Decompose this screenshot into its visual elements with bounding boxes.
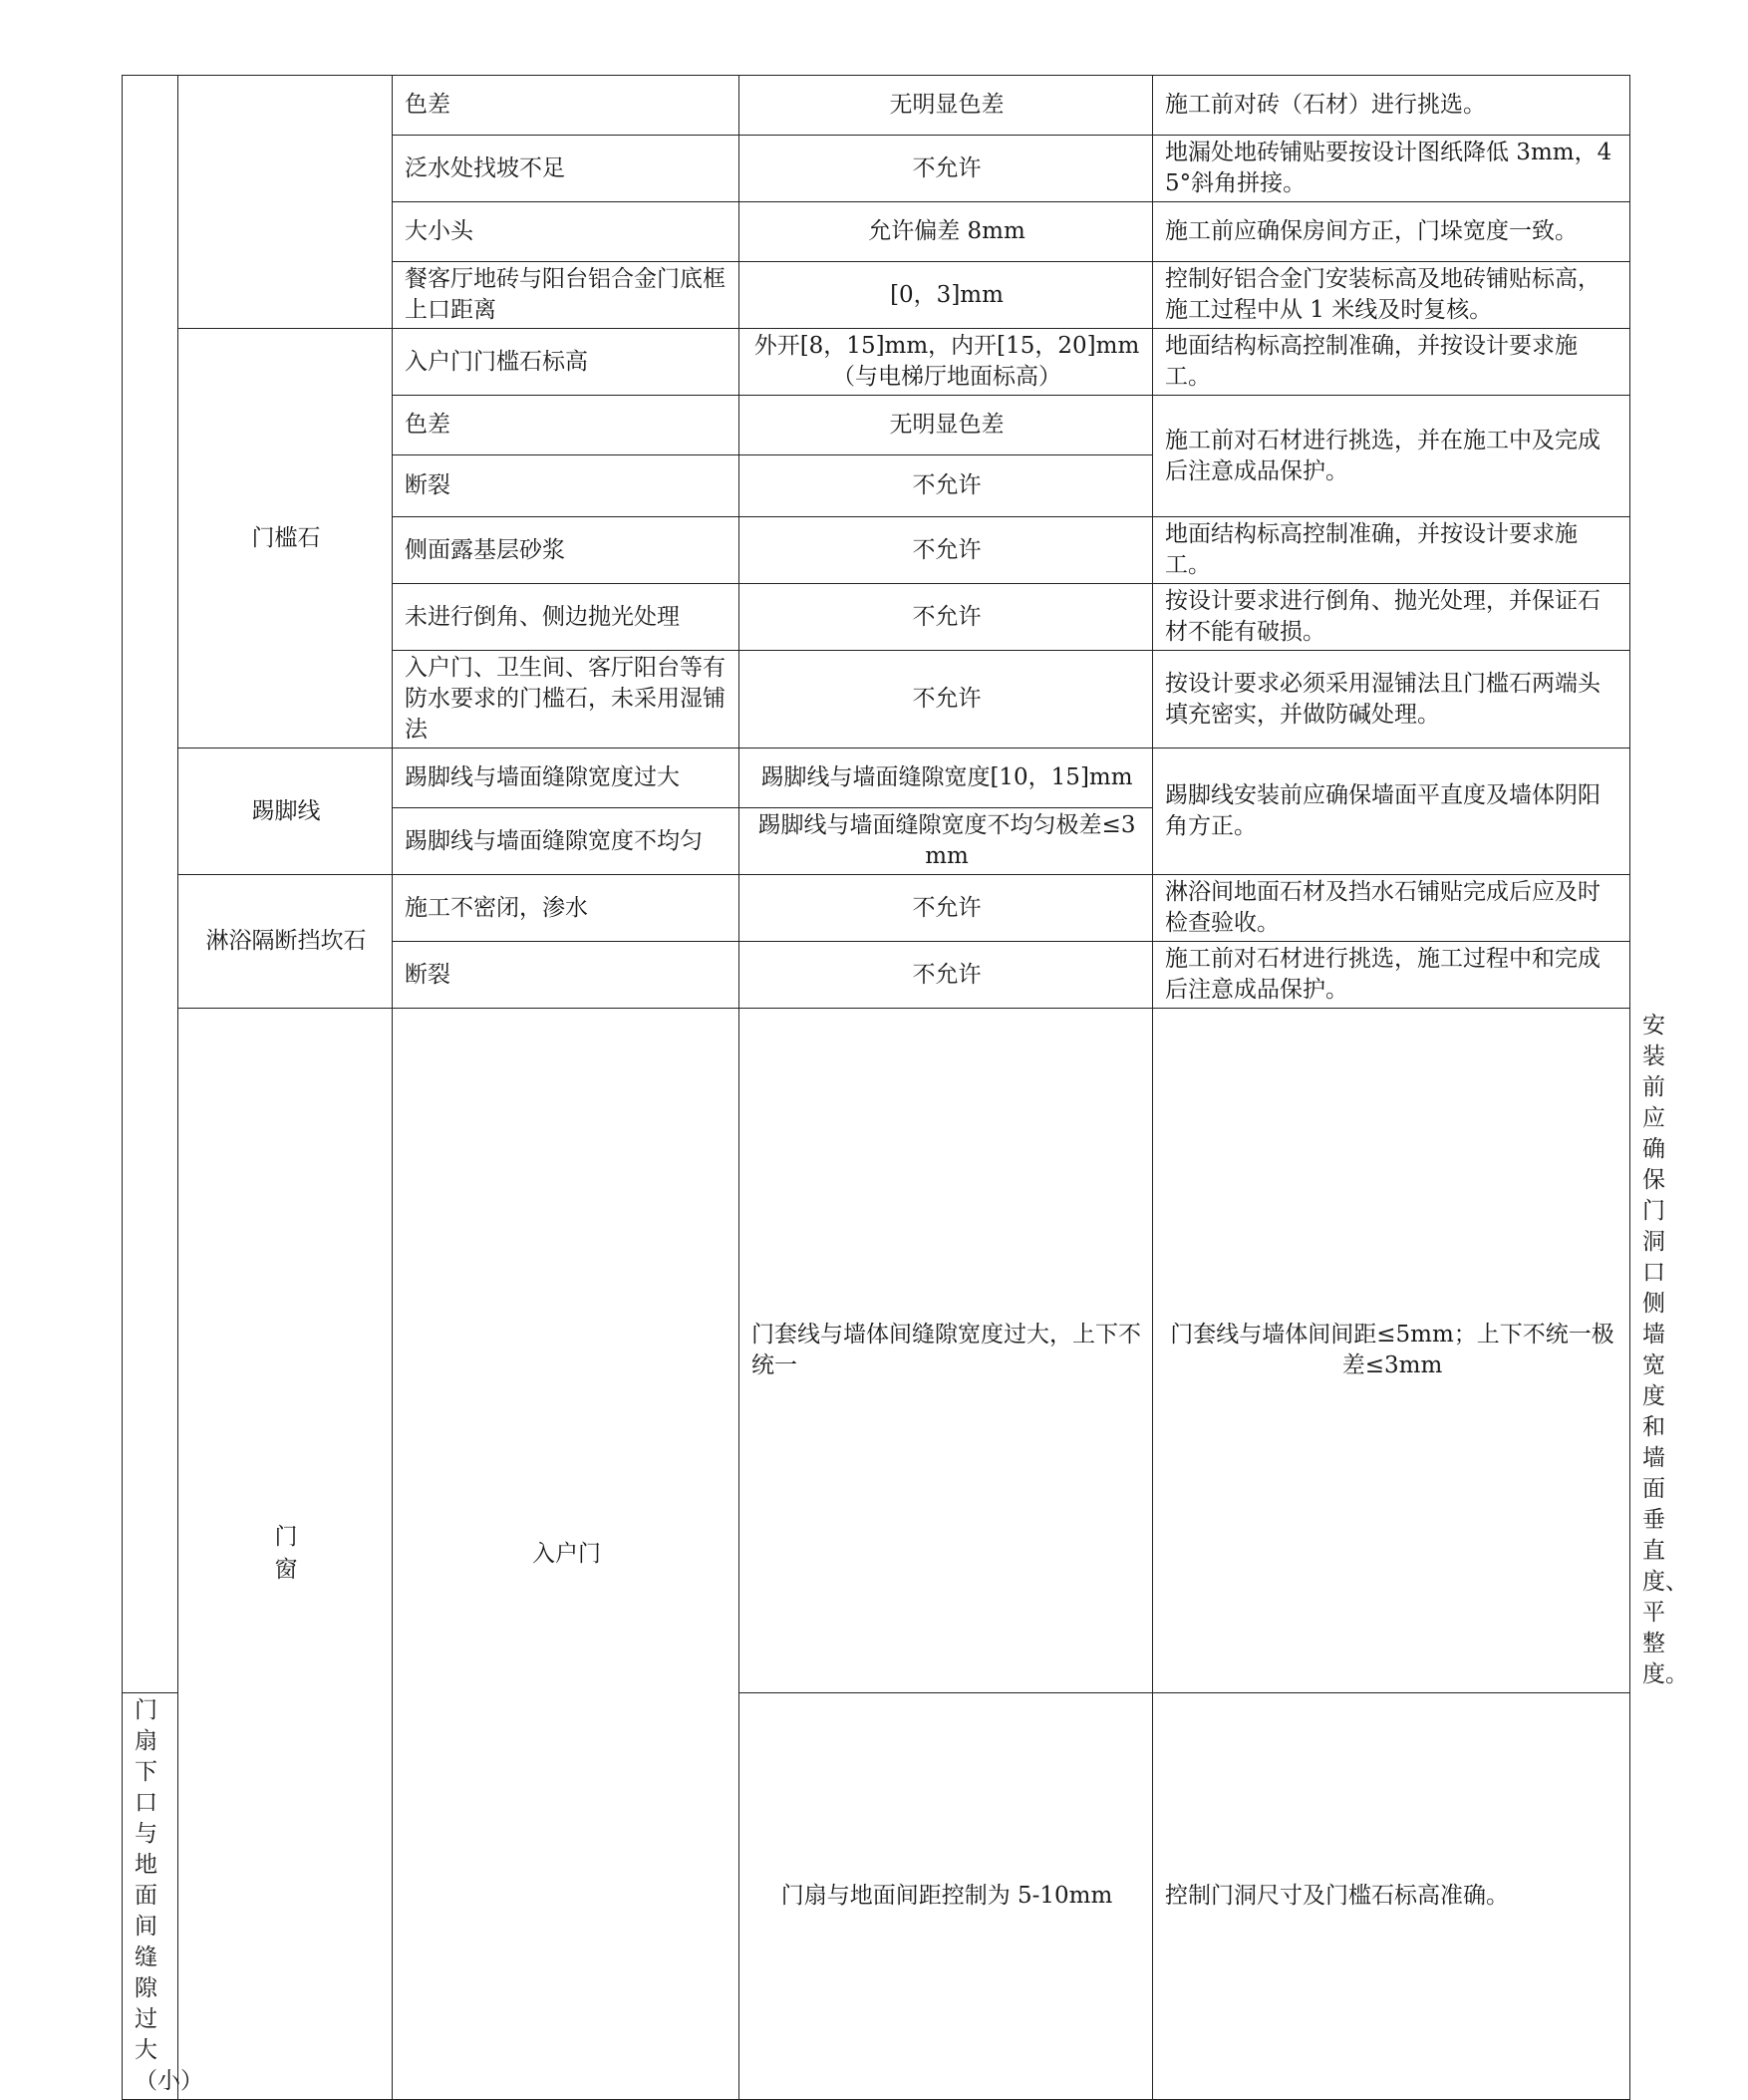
category-cell — [123, 76, 178, 1693]
standard-cell: 允许偏差 8mm — [739, 202, 1153, 262]
standard-cell: 不允许 — [739, 942, 1153, 1009]
item-cell: 门套线与墙体间缝隙宽度过大，上下不统一 — [739, 1009, 1153, 1693]
subcategory-cell: 入户门 — [393, 1009, 739, 2100]
measure-cell: 地漏处地砖铺贴要按设计图纸降低 3mm，45°斜角拼接。 — [1153, 136, 1630, 202]
standard-cell: 不允许 — [739, 875, 1153, 942]
table-row — [123, 875, 1630, 942]
standard-cell: 不允许 — [739, 517, 1153, 584]
standard-cell: 不允许 — [739, 584, 1153, 651]
item-cell: 未进行倒角、侧边抛光处理 — [393, 584, 739, 651]
table-row — [123, 329, 1630, 396]
item-cell: 侧面露基层砂浆 — [393, 517, 739, 584]
standard-cell: 无明显色差 — [739, 396, 1153, 455]
item-cell: 入户门、卫生间、客厅阳台等有防水要求的门槛石，未采用湿铺法 — [393, 651, 739, 749]
subcategory-cell: 门槛石 — [178, 329, 393, 749]
standard-cell: 踢脚线与墙面缝隙宽度[10，15]mm — [739, 749, 1153, 808]
table-row — [123, 76, 1630, 136]
table-row — [123, 749, 1630, 808]
item-cell: 大小头 — [393, 202, 739, 262]
item-cell: 餐客厅地砖与阳台铝合金门底框上口距离 — [393, 262, 739, 329]
standard-cell: 踢脚线与墙面缝隙宽度不均匀极差≤3mm — [739, 808, 1153, 875]
standard-cell: 门扇与地面间距控制为 5-10mm — [739, 1693, 1153, 2100]
item-cell: 踢脚线与墙面缝隙宽度不均匀 — [393, 808, 739, 875]
item-cell: 断裂 — [393, 942, 739, 1009]
standard-cell: 外开[8，15]mm，内开[15，20]mm（与电梯厅地面标高） — [739, 329, 1153, 396]
item-cell: 断裂 — [393, 455, 739, 517]
measure-cell: 地面结构标高控制准确，并按设计要求施工。 — [1153, 517, 1630, 584]
item-cell: 施工不密闭，渗水 — [393, 875, 739, 942]
item-cell: 泛水处找坡不足 — [393, 136, 739, 202]
table-row: 门窗 入户门 门套线与墙体间缝隙宽度过大，上下不统一 门套线与墙体间间距≤5mm；上下不统一极差≤3mm 安装前应确保门洞口侧墙宽度和墙面垂直度、平整度。 — [123, 1009, 1630, 1693]
measure-cell: 施工前对石材进行挑选，施工过程中和完成后注意成品保护。 — [1153, 942, 1630, 1009]
measure-cell: 淋浴间地面石材及挡水石铺贴完成后应及时检查验收。 — [1153, 875, 1630, 942]
category-cell — [178, 1009, 393, 2100]
quality-standard-table — [122, 75, 1688, 2100]
category-label: 门窗 — [274, 1524, 298, 1583]
standard-cell: 不允许 — [739, 136, 1153, 202]
item-cell: 入户门门槛石标高 — [393, 329, 739, 396]
standard-cell: 不允许 — [739, 455, 1153, 517]
subcategory-cell: 踢脚线 — [178, 749, 393, 875]
measure-cell: 施工前对石材进行挑选，并在施工中及完成后注意成品保护。 — [1153, 396, 1630, 517]
measure-cell: 地面结构标高控制准确，并按设计要求施工。 — [1153, 329, 1630, 396]
measure-cell: 施工前应确保房间方正，门垛宽度一致。 — [1153, 202, 1630, 262]
measure-cell: 控制好铝合金门安装标高及地砖铺贴标高，施工过程中从 1 米线及时复核。 — [1153, 262, 1630, 329]
item-cell: 门扇下口与地面间缝隙过大（小） — [123, 1693, 178, 2100]
measure-cell: 踢脚线安装前应确保墙面平直度及墙体阴阳角方正。 — [1153, 749, 1630, 875]
standard-cell: 门套线与墙体间间距≤5mm；上下不统一极差≤3mm — [1153, 1009, 1630, 1693]
subcategory-cell: 淋浴隔断挡坎石 — [178, 875, 393, 1009]
subcategory-cell — [178, 76, 393, 329]
standard-cell: [0，3]mm — [739, 262, 1153, 329]
measure-cell: 控制门洞尺寸及门槛石标高准确。 — [1153, 1693, 1630, 2100]
measure-cell: 按设计要求必须采用湿铺法且门槛石两端头填充密实，并做防碱处理。 — [1153, 651, 1630, 749]
measure-cell: 施工前对砖（石材）进行挑选。 — [1153, 76, 1630, 136]
standard-cell: 无明显色差 — [739, 76, 1153, 136]
item-cell: 色差 — [393, 76, 739, 136]
item-cell: 踢脚线与墙面缝隙宽度过大 — [393, 749, 739, 808]
standard-cell: 不允许 — [739, 651, 1153, 749]
measure-cell: 按设计要求进行倒角、抛光处理，并保证石材不能有破损。 — [1153, 584, 1630, 651]
item-cell: 色差 — [393, 396, 739, 455]
